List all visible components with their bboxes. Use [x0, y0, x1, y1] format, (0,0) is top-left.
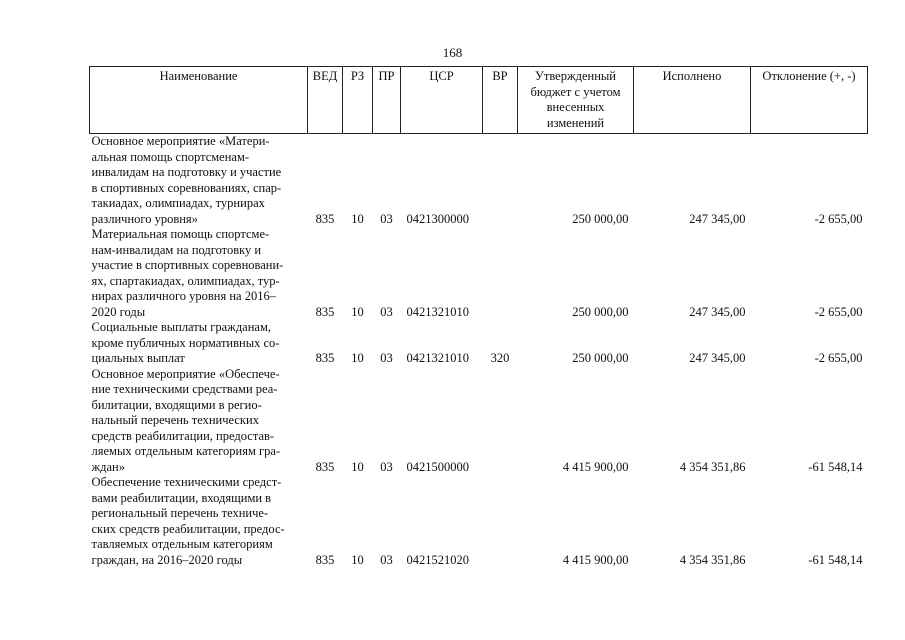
- row-pr: 03: [380, 552, 393, 567]
- row-name: Социальные выплаты гражданам, кроме публичных нормативных со- циальных выплат: [91, 320, 280, 365]
- header-pr: ПР: [373, 67, 401, 134]
- header-executed: Исполнено: [634, 67, 751, 134]
- row-budget: 250 000,00: [572, 351, 629, 365]
- header-rz: РЗ: [343, 67, 373, 134]
- row-executed: 4 354 351,86: [679, 552, 746, 567]
- row-csr: 0421321010: [406, 304, 469, 319]
- header-vr: ВР: [483, 67, 518, 134]
- row-rz: 10: [351, 351, 364, 365]
- row-vr: [483, 134, 518, 228]
- row-executed: 4 354 351,86: [679, 459, 746, 474]
- row-pr: 03: [380, 304, 393, 319]
- table-row: [90, 475, 868, 568]
- row-pr: 03: [380, 351, 393, 365]
- row-budget: 250 000,00: [572, 211, 629, 226]
- row-ved: 835: [315, 211, 335, 226]
- row-name: Основное мероприятие «Матери- альная помощь спортсменам- инвалидам на подготовку и участие в спортивных соревнованиях, спар- такиадах, олимпиадах, турнирах различного уровня»: [91, 134, 282, 226]
- row-name: Основное мероприятие «Обеспече- ние техническими средствами реа- билитации, входящими в регио- нальный перечень технических средств реабилитации, предостав- ляемых отдельным категориям гра- ждан»: [91, 366, 281, 474]
- row-budget: 4 415 900,00: [562, 552, 629, 567]
- table-header-row: [90, 67, 868, 134]
- row-pr: 03: [380, 211, 393, 226]
- budget-table: [89, 66, 868, 568]
- row-vr: 320: [490, 351, 510, 365]
- row-deviation: -61 548,14: [808, 552, 863, 567]
- header-deviation: Отклонение (+, -): [751, 67, 868, 134]
- row-csr: 0421321010: [406, 351, 469, 365]
- row-csr: 0421500000: [406, 459, 469, 474]
- row-budget: 250 000,00: [572, 304, 629, 319]
- row-executed: 247 345,00: [689, 351, 746, 365]
- header-name: Наименование: [90, 67, 308, 134]
- row-executed: 247 345,00: [689, 211, 746, 226]
- page-number: 168: [442, 45, 463, 60]
- row-deviation: -2 655,00: [814, 351, 863, 365]
- table-row: [90, 320, 868, 367]
- row-ved: 835: [315, 552, 335, 567]
- row-budget: 4 415 900,00: [562, 459, 629, 474]
- row-vr: [483, 227, 518, 320]
- row-rz: 10: [351, 211, 364, 226]
- row-executed: 247 345,00: [689, 304, 746, 319]
- row-ved: 835: [315, 304, 335, 319]
- row-pr: 03: [380, 459, 393, 474]
- row-deviation: -2 655,00: [814, 211, 863, 226]
- row-rz: 10: [351, 459, 364, 474]
- row-rz: 10: [351, 552, 364, 567]
- row-name: Обеспечение техническими средст- вами реабилитации, входящими в региональный перечень техниче- ских средств реабилитации, предос- тавляемых отдельным категориям граждан, на 2016–2020 годы: [91, 475, 285, 567]
- row-ved: 835: [315, 459, 335, 474]
- row-name: Материальная помощь спортсме- нам-инвалидам на подготовку и участие в спортивных соревновани- ях, спартакиадах, олимпиадах, тур- нирах различного уровня на 2016– 2020 годы: [91, 227, 284, 319]
- row-vr: [483, 475, 518, 568]
- row-csr: 0421521020: [406, 552, 469, 567]
- row-csr: 0421300000: [406, 211, 469, 226]
- table-row: [90, 227, 868, 320]
- row-deviation: -61 548,14: [808, 459, 863, 474]
- header-csr: ЦСР: [401, 67, 483, 134]
- row-deviation: -2 655,00: [814, 304, 863, 319]
- table-row: [90, 367, 868, 476]
- header-budget: Утвержденный бюджет с учетом внесенных изменений: [518, 67, 634, 134]
- row-ved: 835: [315, 351, 335, 365]
- row-vr: [483, 367, 518, 476]
- row-rz: 10: [351, 304, 364, 319]
- header-ved: ВЕД: [308, 67, 343, 134]
- table-row: [90, 134, 868, 228]
